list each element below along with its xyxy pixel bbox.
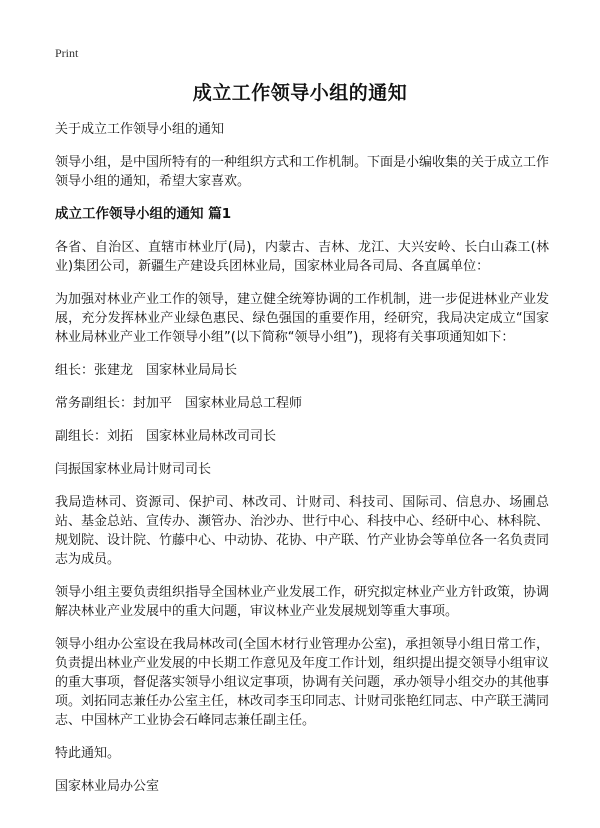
executive-deputy-line: 常务副组长：封加平 国家林业局总工程师 [55,396,303,411]
issuer-line: 国家林业局办公室 [55,779,160,794]
document-body [55,120,549,810]
closing-line: 特此通知。 [55,746,121,761]
duties-paragraph: 领导小组主要负责组织指导全国林业产业发展工作，研究拟定林业产业方针政策，协调解决林业产业发展中的重大问题，审议林业产业发展规划等重大事项。 [55,585,550,619]
purpose-paragraph: 为加强对林业产业工作的领导，建立健全统筹协调的工作机制，进一步促进林业产业发展，充分发挥林业产业绿色惠民、绿色强国的重要作用，经研究，我局决定成立“国家林业局林业产业工作领导小组”(以下简称“领导小组”)，现将有关事项通知如下： [55,292,550,345]
section-heading: 成立工作领导小组的通知 篇1 [55,206,232,222]
office-paragraph: 领导小组办公室设在我局林改司(全国木材行业管理办公室)，承担领导小组日常工作，负责提出林业产业发展的中长期工作意见及年度工作计划，组织提出提交领导小组审议的重大事项，督促落实领导小组议定事项，协调有关问题，承办领导小组交办的其他事项。刘拓同志兼任办公室主任，林改司李玉印同志、计财司张艳红同志、中产联王满同志、中国林产工业协会石峰同志兼任副主任。 [55,637,550,728]
members-paragraph: 我局造林司、资源司、保护司、林改司、计财司、科技司、国际司、信息办、场圃总站、基金总站、宣传办、濒管办、治沙办、世行中心、科技中心、经研中心、林科院、规划院、设计院、竹藤中心、中动协、花协、中产联、竹产业协会等单位各一名负责同志为成员。 [55,495,550,567]
deputy-leader-line: 副组长：刘拓 国家林业局林改司司长 [55,429,277,444]
page-title: 成立工作领导小组的通知 [192,82,408,104]
leader-line: 组长：张建龙 国家林业局局长 [55,363,238,378]
intro-paragraph: 领导小组，是中国所特有的一种组织方式和工作机制。下面是小编收集的关于成立工作领导小组的通知，希望大家喜欢。 [55,155,550,189]
print-link[interactable]: Print [55,46,79,60]
addressee-paragraph: 各省、自治区、直辖市林业厅(局)，内蒙古、吉林、龙江、大兴安岭、长白山森工(林业)集团公司，新疆生产建设兵团林业局，国家林业局各司局、各直属单位： [55,240,549,274]
deputy-leader-line-2: 闫振国家林业局计财司司长 [55,462,212,477]
document-subtitle: 关于成立工作领导小组的通知 [55,122,225,137]
